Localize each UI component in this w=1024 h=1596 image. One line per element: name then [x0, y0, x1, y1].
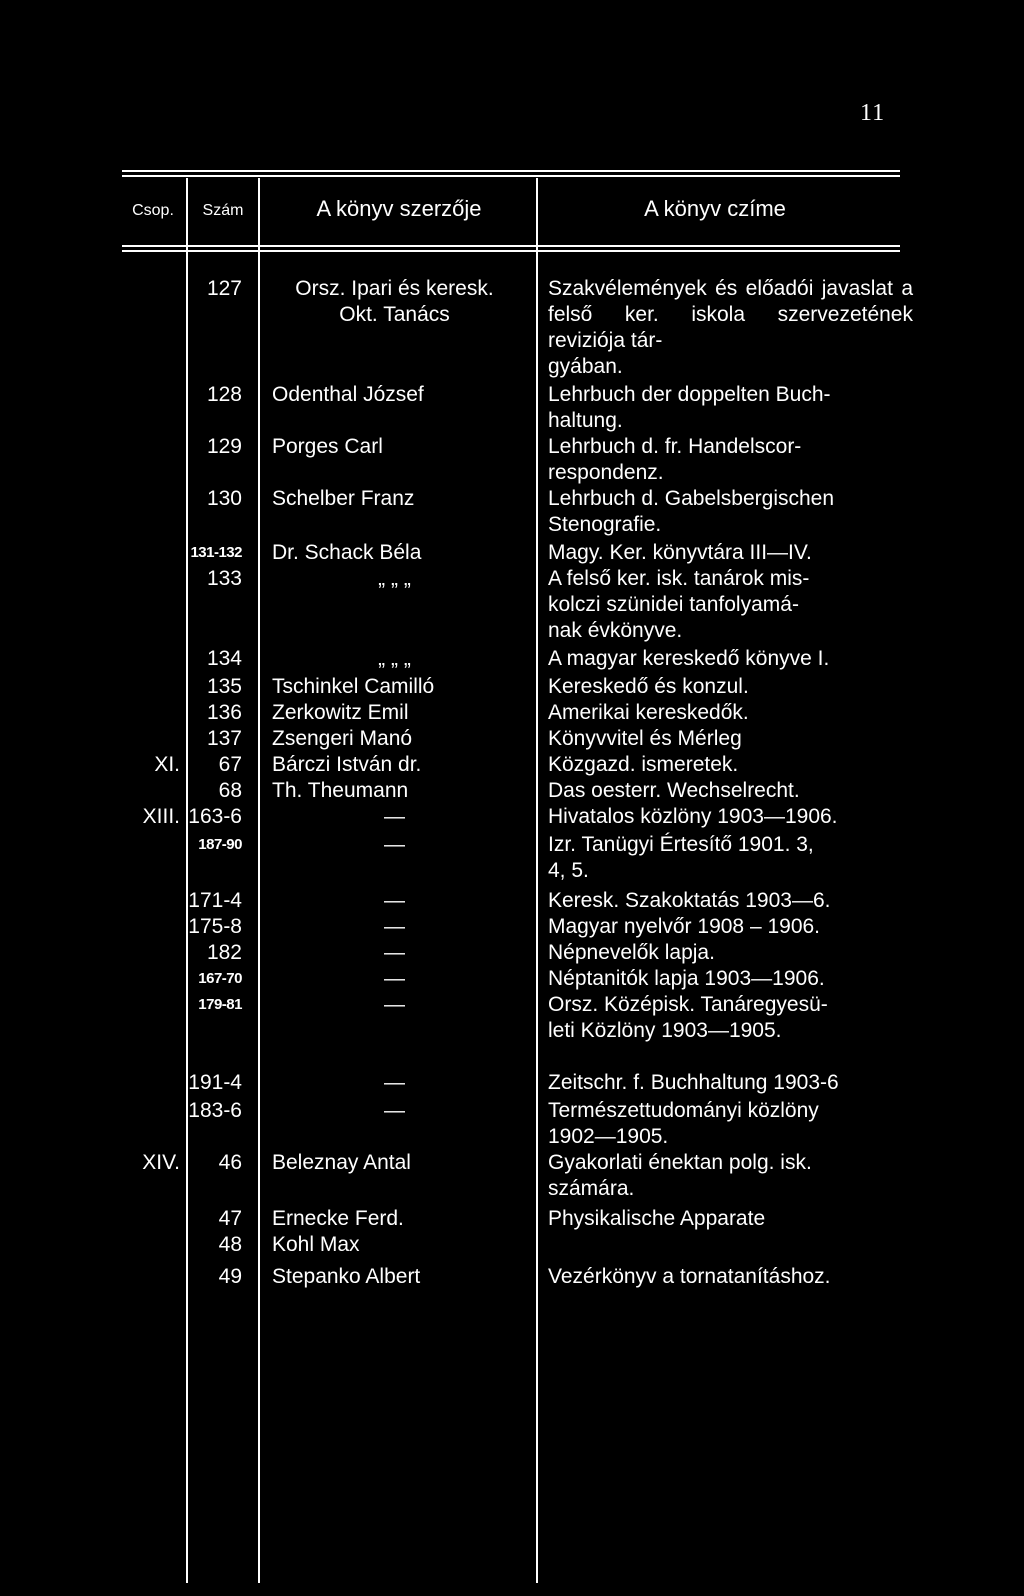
- col-sep-author: [536, 178, 538, 1583]
- group-cell: XIII.: [142, 805, 180, 828]
- number-cell: 183-6: [188, 1099, 242, 1122]
- number-cell: 191-4: [188, 1071, 242, 1094]
- author-cell: Odenthal József: [272, 383, 424, 406]
- number-cell: 171-4: [188, 889, 242, 912]
- author-cell: Porges Carl: [272, 435, 383, 458]
- title-cell: Vezérkönyv a tornatanításhoz.: [548, 1265, 831, 1288]
- author-cell: —: [384, 833, 405, 856]
- number-cell: 167-70: [198, 970, 242, 987]
- author-cell: „ „ „: [378, 647, 411, 670]
- title-cell: Kereskedő és konzul.: [548, 675, 749, 698]
- title-cell: Könyvvitel és Mérleg: [548, 727, 742, 750]
- author-cell: Ernecke Ferd.: [272, 1207, 404, 1230]
- author-cell: —: [384, 1099, 405, 1122]
- number-cell: 46: [218, 1151, 242, 1174]
- author-cell: Schelber Franz: [272, 487, 415, 510]
- author-cell: Stepanko Albert: [272, 1265, 421, 1288]
- top-rule-2: [122, 175, 900, 177]
- title-cell: A magyar kereskedő könyve I.: [548, 647, 830, 670]
- title-cell: Lehrbuch d. fr. Handelscor- respondenz.: [548, 435, 802, 484]
- header-group: Csop.: [132, 202, 174, 219]
- number-cell: 182: [206, 941, 242, 964]
- header-rule: [122, 245, 900, 247]
- author-cell: Zerkowitz Emil: [272, 701, 409, 724]
- title-cell: Gyakorlati énektan polg. isk. számára.: [548, 1151, 812, 1200]
- title-cell: Természettudományi közlöny 1902—1905.: [548, 1099, 819, 1148]
- title-cell: Lehrbuch d. Gabelsbergischen Stenografie.: [548, 487, 835, 536]
- author-cell: —: [384, 915, 405, 938]
- title-cell: Izr. Tanügyi Értesítő 1901. 3, 4, 5.: [548, 833, 814, 882]
- number-cell: 48: [218, 1233, 242, 1256]
- title-cell: Lehrbuch der doppelten Buch- haltung.: [548, 383, 831, 432]
- header-title: A könyv czíme: [644, 196, 786, 221]
- page-number: 11: [860, 100, 886, 126]
- title-cell: Szakvélemények és előadói javaslat a felső ker. iskola szervezetének reviziója tár- gyában.: [548, 277, 913, 378]
- title-cell: Orsz. Középisk. Tanáregyesü- leti Közlöny 1903—1905.: [548, 993, 828, 1042]
- number-cell: 47: [218, 1207, 242, 1230]
- title-cell: A felső ker. isk. tanárok mis- kolczi szünidei tanfolyamá- nak évkönyve.: [548, 567, 810, 642]
- title-cell: Physikalische Apparate: [548, 1207, 766, 1230]
- header-number: Szám: [202, 202, 244, 219]
- author-cell: Bárczi István dr.: [272, 753, 422, 776]
- author-cell: —: [384, 889, 405, 912]
- number-cell: 67: [218, 753, 242, 776]
- number-cell: 129: [206, 435, 242, 458]
- title-cell: Hivatalos közlöny 1903—1906.: [548, 805, 838, 828]
- number-cell: 131-132: [190, 544, 242, 561]
- title-cell: Amerikai kereskedők.: [548, 701, 749, 724]
- number-cell: 133: [206, 567, 242, 590]
- group-cell: XI.: [154, 753, 180, 776]
- title-cell: Zeitschr. f. Buchhaltung 1903-6: [548, 1071, 839, 1094]
- number-cell: 128: [206, 383, 242, 406]
- col-sep-number: [258, 178, 260, 1583]
- author-cell: Tschinkel Camilló: [272, 675, 435, 698]
- number-cell: 187-90: [198, 836, 242, 853]
- title-cell: Közgazd. ismeretek.: [548, 753, 739, 776]
- group-cell: XIV.: [142, 1151, 180, 1174]
- number-cell: 49: [218, 1265, 242, 1288]
- title-cell: Magyar nyelvőr 1908 – 1906.: [548, 915, 821, 938]
- number-cell: 179-81: [198, 996, 242, 1013]
- author-cell: —: [384, 967, 405, 990]
- title-cell: Népnevelők lapja.: [548, 941, 715, 964]
- title-cell: Keresk. Szakoktatás 1903—6.: [548, 889, 831, 912]
- number-cell: 130: [206, 487, 242, 510]
- author-cell: —: [384, 1071, 405, 1094]
- author-cell: „ „ „: [378, 567, 411, 590]
- title-cell: Néptanitók lapja 1903—1906.: [548, 967, 825, 990]
- author-cell: —: [384, 941, 405, 964]
- author-cell: —: [384, 805, 405, 828]
- title-cell: Das oesterr. Wechselrecht.: [548, 779, 800, 802]
- header-rule-2: [122, 250, 900, 252]
- author-cell: —: [384, 993, 405, 1016]
- number-cell: 175-8: [188, 915, 242, 938]
- number-cell: 137: [206, 727, 242, 750]
- author-cell: Orsz. Ipari és keresk. Okt. Tanács: [295, 277, 494, 326]
- number-cell: 68: [218, 779, 242, 802]
- author-cell: Th. Theumann: [272, 779, 409, 802]
- top-rule: [122, 170, 900, 172]
- header-author: A könyv szerzője: [316, 196, 482, 221]
- author-cell: Kohl Max: [272, 1233, 360, 1256]
- number-cell: 163-6: [188, 805, 242, 828]
- number-cell: 136: [206, 701, 242, 724]
- author-cell: Zsengeri Manó: [272, 727, 413, 750]
- title-cell: Magy. Ker. könyvtára III—IV.: [548, 541, 812, 564]
- author-cell: Dr. Schack Béla: [272, 541, 422, 564]
- number-cell: 127: [206, 277, 242, 300]
- author-cell: Beleznay Antal: [272, 1151, 411, 1174]
- number-cell: 135: [206, 675, 242, 698]
- number-cell: 134: [206, 647, 242, 670]
